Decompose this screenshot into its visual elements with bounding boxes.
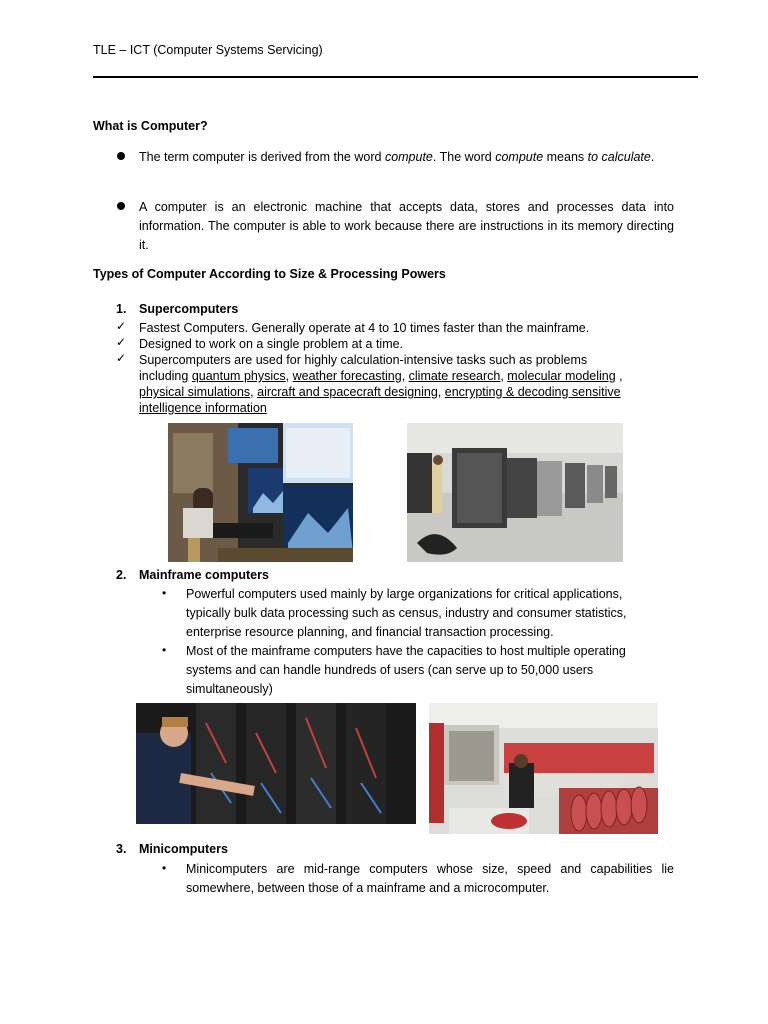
text-run: means xyxy=(543,150,588,164)
header-rule xyxy=(93,76,698,78)
bullet-icon: • xyxy=(162,643,167,657)
bullet-dot xyxy=(117,202,125,210)
bullet-icon: • xyxy=(162,586,167,600)
italic-word: compute xyxy=(495,150,544,164)
link-weather-forecasting[interactable]: weather forecasting xyxy=(292,369,402,383)
mainframe-technician-photo xyxy=(136,703,416,824)
mainframe-capacity: Most of the mainframe computers have the capacities to host multiple operating systems and can handle hundreds of users (can serve up to 50,000 users simultaneously) xyxy=(186,644,626,696)
separator: , xyxy=(500,369,508,383)
check-item-links-line1 xyxy=(139,368,623,384)
definition-paragraph xyxy=(139,148,674,167)
separator: , xyxy=(437,385,445,399)
link-aircraft-spacecraft[interactable]: aircraft and spacecraft designing xyxy=(257,385,438,399)
supercomputer-workstation-photo xyxy=(168,423,353,562)
separator: , xyxy=(250,385,258,399)
minicomputer-description: Minicomputers are mid-range computers whose size, speed and capabilities lie somewhere, between those of a mainframe and a microcomputer. xyxy=(186,862,674,895)
separator: , xyxy=(401,369,409,383)
text-run: including xyxy=(139,369,192,383)
link-molecular-modeling[interactable]: molecular modeling xyxy=(507,369,616,383)
supercomputer-racks-photo xyxy=(407,423,623,562)
bullet-dot xyxy=(117,152,125,160)
text-run: . The word xyxy=(432,150,496,164)
section-heading-types: Types of Computer According to Size & Processing Powers xyxy=(93,267,446,281)
link-encrypting-decoding[interactable]: encrypting & decoding sensitive xyxy=(444,385,621,399)
check-icon: ✓ xyxy=(116,335,127,349)
item-title-minicomputers: Minicomputers xyxy=(139,842,228,856)
link-physical-simulations[interactable]: physical simulations xyxy=(139,385,251,399)
mainframe-description: Powerful computers used mainly by large organizations for critical applications, typically bulk data processing such as census, industry and consumer statistics, enterprise resource planning, and financial transaction processing. xyxy=(186,587,627,639)
check-icon: ✓ xyxy=(116,319,127,333)
separator: , xyxy=(615,369,623,383)
italic-phrase: to calculate xyxy=(587,150,651,164)
text-run: . xyxy=(650,150,655,164)
link-quantum-physics[interactable]: quantum physics xyxy=(191,369,286,383)
check-item: Designed to work on a single problem at a time. xyxy=(139,337,404,351)
check-icon: ✓ xyxy=(116,351,127,365)
text-run: The term computer is derived from the word xyxy=(139,150,385,164)
page-header: TLE – ICT (Computer Systems Servicing) xyxy=(93,43,323,57)
check-item: Supercomputers are used for highly calculation-intensive tasks such as problems xyxy=(139,353,588,367)
mainframe-room-photo xyxy=(429,703,658,834)
list-number: 3. xyxy=(116,842,127,856)
section-heading-what-is-computer: What is Computer? xyxy=(93,119,208,133)
check-item: Fastest Computers. Generally operate at 4 to 10 times faster than the mainframe. xyxy=(139,321,590,335)
bullet-icon: • xyxy=(162,861,167,875)
check-item-links-line3 xyxy=(139,400,267,416)
list-number: 1. xyxy=(116,302,127,316)
item-title-mainframe: Mainframe computers xyxy=(139,568,269,582)
link-intelligence-information[interactable]: intelligence information xyxy=(139,401,267,415)
list-number: 2. xyxy=(116,568,127,582)
italic-word: compute xyxy=(384,150,433,164)
link-climate-research[interactable]: climate research xyxy=(408,369,501,383)
computer-description-paragraph: A computer is an electronic machine that accepts data, stores and processes data into information. The computer is able to work because there are instructions in its memory directing it. xyxy=(139,200,674,252)
item-title-supercomputers: Supercomputers xyxy=(139,302,239,316)
check-item-links-line2 xyxy=(139,384,621,400)
separator: , xyxy=(285,369,293,383)
